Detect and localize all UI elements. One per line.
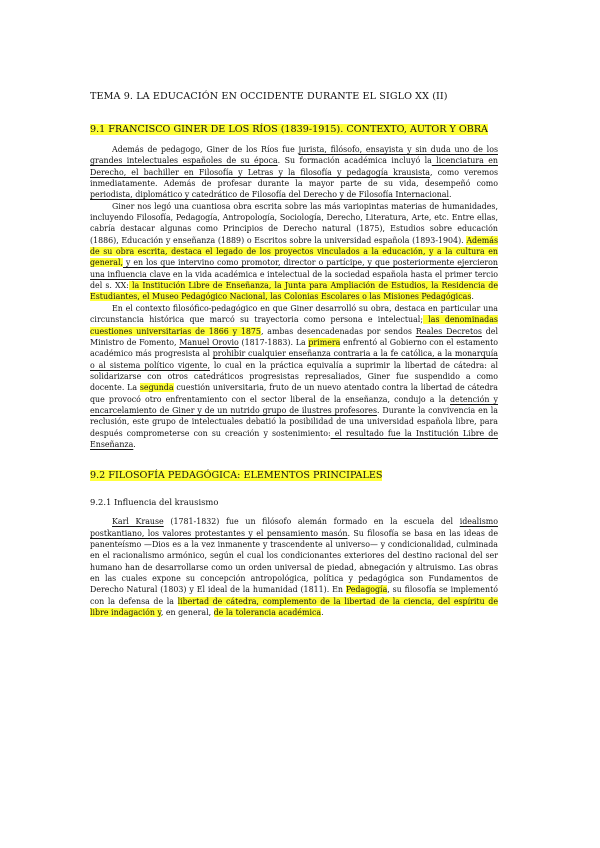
highlighted-text: la Institución Libre de Enseñanza, la Junta para Ampliación de Estudios, la Residencia de Estudiantes, el Museo Pedagógico Nacional, las Colonias Escolares o las Misiones Pedagógicas	[90, 281, 498, 302]
text-run: En el contexto filosófico-pedagógico en que Giner desarrolló su obra, destaca en particular una circunstancia histórica que marcó su trayectoria como persona e intelectual;	[90, 303, 498, 325]
paragraph-giner-context	[90, 303, 498, 450]
text-run: . Su formación académica incluyó la	[277, 156, 432, 166]
text-run: .	[449, 190, 452, 200]
highlighted-text: libertad de cátedra, complemento de la libertad de la ciencia, del espíritu de libre indagación y	[90, 596, 498, 618]
text-run: Giner nos legó una cuantiosa obra escrita sobre las más variopintas materias de humanidades, incluyendo Filosofía, Pedagogía, Antropología, Sociología, Derecho, Literatura, Arte, etc. Entre ellas, cabría destacar algunas como Principios de Derecho natural (1875), Estudios sobre educación (1886), Educación y enseñanza (1889) o Escritos sobre la universidad española (1893-1904).	[90, 201, 498, 245]
paragraph-giner-works	[90, 201, 498, 303]
text-run: cuestión universitaria, fruto de un nuevo atentado contra la libertad de cátedra que provocó otro enfrentamiento con el sector liberal de la enseñanza, condujo a la	[90, 383, 498, 404]
text-run: , su filosofía se implementó con la defensa de la	[90, 585, 498, 606]
underlined-text: prohibir cualquier enseñanza contraria a la fe católica, a la monarquía o al sistema político vigente,	[90, 349, 498, 370]
highlighted-text: Pedagogía	[345, 585, 388, 595]
text-run: .	[471, 292, 474, 302]
underlined-text: jurista, filósofo, ensayista y sin duda uno de los grandes intelectuales españoles de su época	[90, 145, 498, 166]
text-run: .	[321, 608, 324, 618]
text-run: . Su filosofía se basa en las ideas de panenteísmo —Dios es a la vez inmanente y trascendente al universo— y condicionalidad, culminada en el racionalismo armónico, según el cual los condicionantes exteriores del destino racional del ser humano han de desarrollarse como un orden universal de piedad, abnegación y altruismo. Las obras en las cuales expone su concepción antropológica, política y pedagógica son Fundamentos de Derecho Natural (1803) y El ideal de la humanidad (1811). En	[90, 528, 498, 595]
text-run: del Ministro de Fomento,	[90, 326, 498, 347]
underlined-text: y en los que intervino como promotor, director o partícipe, y que posteriormente ejercieron una influencia clave	[90, 258, 498, 279]
underlined-text: Reales Decretos	[415, 326, 482, 336]
underlined-text: el resultado fue la Institución Libre de Enseñanza	[90, 428, 498, 449]
underlined-text: Karl Krause	[112, 517, 164, 527]
highlighted-text: de la tolerancia académica	[213, 608, 322, 618]
paragraph-giner-intro	[90, 144, 498, 201]
text-run: , en general,	[160, 608, 214, 618]
document-page	[90, 90, 498, 618]
subsection-heading-9-2-1: 9.2.1 Influencia del krausismo	[90, 497, 219, 508]
text-run: (1781-1832) fue un filósofo alemán formado en la escuela del	[163, 517, 460, 527]
underlined-text: periodista, diplomático y catedrático de Filosofía del Derecho y de Filosofía Internacional	[90, 190, 450, 200]
underlined-text: idealismo postkantiano, los valores protestantes y el pensamiento masón	[90, 517, 499, 538]
document-title: TEMA 9. LA EDUCACIÓN EN OCCIDENTE DURANTE EL SIGLO XX (II)	[90, 91, 448, 102]
underlined-text: Manuel Orovio	[179, 337, 239, 347]
highlighted-text: las denominadas cuestiones universitarias de 1866 y 1875	[90, 315, 498, 336]
section-heading-9-1-text: 9.1 FRANCISCO GINER DE LOS RÍOS (1839-1915). CONTEXTO, AUTOR Y OBRA	[90, 124, 488, 135]
text-run: (1817-1883). La	[238, 337, 309, 347]
text-run: , ambas desencadenadas por sendos	[260, 326, 416, 336]
text-run: enfrentó al Gobierno con el estamento académico más progresista al	[90, 337, 498, 359]
underlined-text: licenciatura en Derecho, el bachiller en Filosofía y Letras y la filosofía y pedagogía krausista	[90, 156, 498, 177]
text-run: lo cual en la práctica equivalía a suprimir la libertad de cátedra: al solidarizarse con otros catedráticos progresistas represaliados, Giner fue suspendido a como docente. La	[90, 360, 498, 393]
underlined-text: detención y encarcelamiento de Giner y de un nutrido grupo de ilustres profesores	[90, 394, 499, 415]
text-run: , como veremos inmediatamente. Además de profesar durante la mayor parte de su vida, desempeñó como	[90, 167, 498, 189]
highlighted-text: Además de su obra escrita, destaca el legado de los proyectos vinculados a la educación, y a la cultura en general,	[90, 235, 498, 268]
text-run: .	[133, 439, 136, 449]
section-heading-9-2	[90, 469, 498, 482]
highlighted-text: primera	[308, 337, 341, 347]
section-heading-9-2-text: 9.2 FILOSOFÍA PEDAGÓGICA: ELEMENTOS PRINCIPALES	[90, 470, 383, 482]
paragraph-krause	[90, 516, 498, 618]
text-run: Además de pedagogo, Giner de los Ríos fue	[112, 145, 299, 154]
text-run: en la vida académica e intelectual de la sociedad española hasta el primer tercio del s. XX:	[90, 269, 499, 291]
section-heading-9-1	[90, 123, 498, 136]
text-run: . Durante la convivencia en la reclusión, este grupo de intelectuales debatió la posibilidad de una universidad española libre, para después comprometerse con su creación y sostenimiento:	[90, 405, 499, 438]
highlighted-text: segunda	[139, 383, 174, 393]
